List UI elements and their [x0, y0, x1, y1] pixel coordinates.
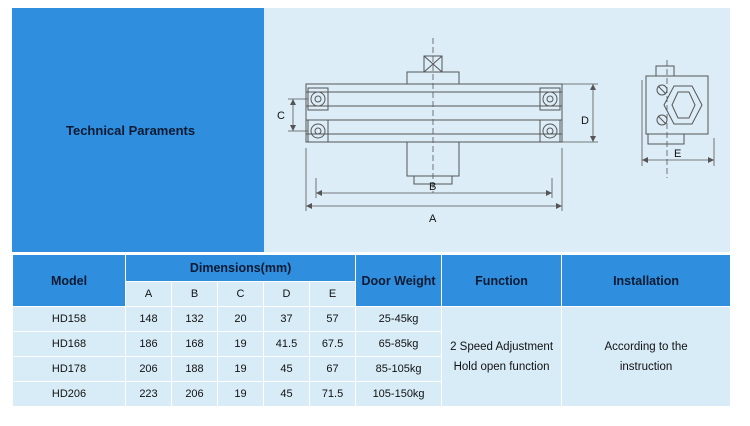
cell-a: 223	[126, 382, 172, 407]
cell-weight: 85-105kg	[356, 357, 442, 382]
header-function: Function	[442, 255, 562, 307]
subheader-d: D	[264, 282, 310, 307]
cell-e: 71.5	[310, 382, 356, 407]
subheader-c: C	[218, 282, 264, 307]
header-model: Model	[13, 255, 126, 307]
cell-model: HD178	[13, 357, 126, 382]
cell-installation	[562, 307, 731, 407]
subheader-a: A	[126, 282, 172, 307]
cell-weight: 25-45kg	[356, 307, 442, 332]
cell-model: HD158	[13, 307, 126, 332]
side-view-drawing	[642, 60, 714, 178]
label-a: A	[429, 213, 437, 225]
bolt-hole-bottom-right	[543, 124, 557, 138]
cell-weight: 105-150kg	[356, 382, 442, 407]
cell-a: 148	[126, 307, 172, 332]
cell-function	[442, 307, 562, 407]
cell-d: 41.5	[264, 332, 310, 357]
label-d: D	[581, 115, 589, 127]
technical-drawing-panel	[264, 8, 730, 252]
header-dimensions: Dimensions(mm)	[126, 255, 356, 282]
cell-c: 19	[218, 382, 264, 407]
door-closer-drawing	[264, 8, 730, 252]
cell-d: 37	[264, 307, 310, 332]
cell-b: 132	[172, 307, 218, 332]
cell-d: 45	[264, 357, 310, 382]
table-row	[13, 307, 731, 332]
cell-a: 186	[126, 332, 172, 357]
function-line: 2 Speed Adjustment	[450, 340, 554, 353]
cell-b: 188	[172, 357, 218, 382]
bolt-hole-top-left	[311, 92, 325, 106]
cell-a: 206	[126, 357, 172, 382]
cell-c: 19	[218, 332, 264, 357]
cell-b: 168	[172, 332, 218, 357]
subheader-e: E	[310, 282, 356, 307]
cell-e: 67.5	[310, 332, 356, 357]
cell-model: HD168	[13, 332, 126, 357]
cell-c: 19	[218, 357, 264, 382]
cell-e: 57	[310, 307, 356, 332]
closer-body	[306, 84, 562, 142]
cell-e: 67	[310, 357, 356, 382]
cell-b: 206	[172, 382, 218, 407]
function-line: Hold open function	[453, 360, 550, 373]
label-c: C	[277, 110, 285, 122]
cell-c: 20	[218, 307, 264, 332]
banner-title: Technical Paraments	[66, 122, 196, 138]
label-e: E	[674, 148, 682, 160]
installation-line: instruction	[619, 360, 673, 373]
cell-weight: 65-85kg	[356, 332, 442, 357]
bolt-hole-bottom-left	[311, 124, 325, 138]
header-installation: Installation	[562, 255, 731, 307]
installation-line: According to the	[604, 340, 688, 353]
spec-table	[12, 254, 731, 407]
cell-d: 45	[264, 382, 310, 407]
title-banner	[12, 8, 264, 252]
header-door-weight: Door Weight	[356, 255, 442, 307]
subheader-b: B	[172, 282, 218, 307]
cell-model: HD206	[13, 382, 126, 407]
label-b: B	[429, 181, 437, 193]
bolt-hole-top-right	[543, 92, 557, 106]
